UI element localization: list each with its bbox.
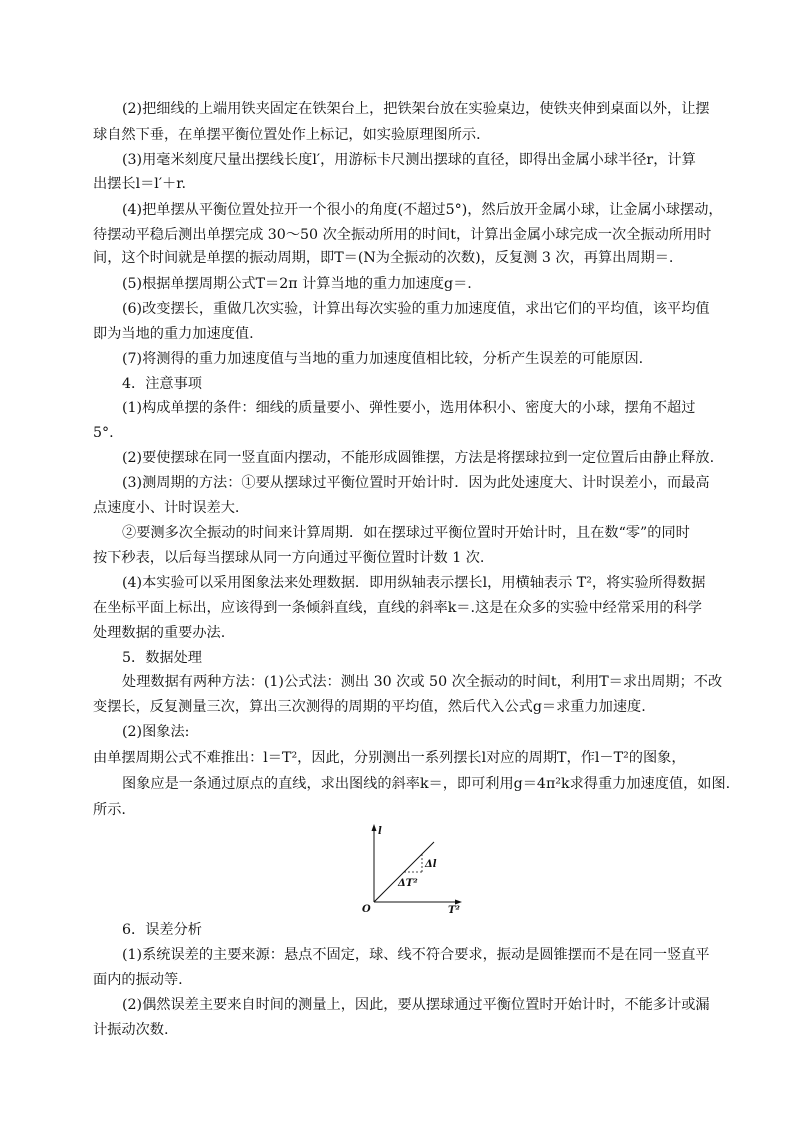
graph-svg <box>360 822 470 914</box>
section-heading: 5．数据处理 <box>122 650 202 666</box>
text-line: 球自然下垂，在单摆平衡位置处作上标记，如实验原理图所示． <box>93 127 491 143</box>
x-axis-label: T² <box>448 905 460 914</box>
text-line: 5°. <box>93 425 114 441</box>
text-line: (3)测周期的方法：①要从摆球过平衡位置时开始计时．因为此处速度大、计时误差小，而最高 <box>122 475 710 491</box>
text-line: 间，这个时间就是单摆的振动周期，即T＝(N为全振动的次数)，反复测 3 次，再算出周期＝. <box>93 250 674 266</box>
text-line: (3)用毫米刻度尺量出摆线长度l′，用游标卡尺测出摆球的直径，即得出金属小球半径r，计算 <box>122 152 696 168</box>
text-line: (1)构成单摆的条件：细线的质量要小、弹性要小，选用体积小、密度大的小球，摆角不超过 <box>122 400 696 416</box>
text-line: (2)图象法: <box>122 724 190 740</box>
y-axis-label: l <box>378 826 382 837</box>
text-line: 在坐标平面上标出，应该得到一条倾斜直线，直线的斜率k＝.这是在众多的实验中经常采用的科学 <box>93 600 702 616</box>
text-line: 由单摆周期公式不难推出：l＝T²，因此，分别测出一系列摆长l对应的周期T，作l－T²的图象， <box>93 750 686 766</box>
origin-label: O <box>362 904 371 914</box>
text-line: (2)偶然误差主要来自时间的测量上，因此，要从摆球通过平衡位置时开始计时，不能多计或漏 <box>122 997 710 1013</box>
text-line: 处理数据的重要办法. <box>93 625 226 641</box>
text-line: (1)系统误差的主要来源：悬点不固定，球、线不符合要求，振动是圆锥摆而不是在同一竖直平 <box>122 947 710 963</box>
text-line: (7)将测得的重力加速度值与当地的重力加速度值相比较，分析产生误差的可能原因. <box>122 351 644 367</box>
text-line: 即为当地的重力加速度值. <box>93 326 254 342</box>
text-line: 待摆动平稳后测出单摆完成 30～50 次全振动所用的时间t，计算出金属小球完成一次全振动所用时 <box>93 227 712 243</box>
section-heading: 4．注意事项 <box>122 376 202 392</box>
text-line: 面内的振动等. <box>93 972 183 988</box>
text-line: 处理数据有两种方法：(1)公式法：测出 30 次或 50 次全振动的时间t，利用T＝求出周期；不改 <box>122 674 723 690</box>
text-line: (6)改变摆长，重做几次实验，计算出每次实验的重力加速度值，求出它们的平均值，该平均值 <box>122 301 710 317</box>
section-heading: 6．误差分析 <box>122 922 202 938</box>
text-line: 出摆长l＝l′＋r. <box>93 176 186 192</box>
delta-t2-label: ΔT² <box>398 878 418 889</box>
text-line: 按下秒表，以后每当摆球从同一方向通过平衡位置时计数 1 次. <box>93 550 485 566</box>
y-axis-arrow <box>372 824 377 831</box>
text-line: 所示. <box>93 802 126 818</box>
x-axis-arrow <box>455 900 462 905</box>
text-line: (2)把细线的上端用铁夹固定在铁架台上，把铁架台放在实验桌边，使铁夹伸到桌面以外，让摆 <box>122 101 710 117</box>
delta-l-label: Δl <box>425 859 437 870</box>
l-t2-graph <box>360 822 470 914</box>
text-line: 计振动次数. <box>93 1022 169 1038</box>
text-line: 变摆长，反复测量三次，算出三次测得的周期的平均值，然后代入公式g＝求重力加速度. <box>93 699 646 715</box>
text-line: (2)要使摆球在同一竖直面内摆动，不能形成圆锥摆，方法是将摆球拉到一定位置后由静止释放. <box>122 450 715 466</box>
text-line: (4)把单摆从平衡位置处拉开一个很小的角度(不超过5°)，然后放开金属小球，让金属小球摆动， <box>122 202 723 218</box>
text-line: (4)本实验可以采用图象法来处理数据．即用纵轴表示摆长l，用横轴表示 T²，将实验所得数据 <box>122 575 706 591</box>
text-line: (5)根据单摆周期公式T＝2π 计算当地的重力加速度g＝. <box>122 276 472 292</box>
text-line: ②要测多次全振动的时间来计算周期．如在摆球过平衡位置时开始计时，且在数“零”的同时 <box>122 525 690 541</box>
text-line: 点速度小、计时误差大. <box>93 500 240 516</box>
text-line: 图象应是一条通过原点的直线，求出图线的斜率k＝，即可利用g＝4π²k求得重力加速度值，如图. <box>122 776 731 792</box>
